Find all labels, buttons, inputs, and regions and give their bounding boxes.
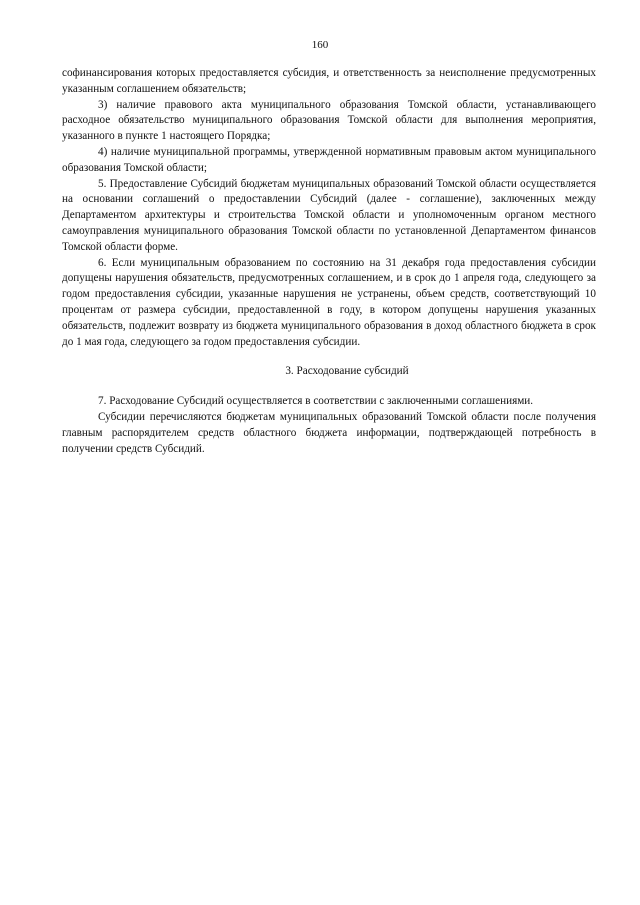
paragraph-clause-6: 6. Если муниципальным образованием по состоянию на 31 декабря года предоставления субсидии допущены нарушения обязательств, предусмотренных соглашением, и в срок до 1 апреля года, следующего за годом предоставления субсидии, указанные нарушения не устранены, объем средств, соответствующий 10 процентам от размера субсидии, предоставленной в году, в котором допущены нарушения указанных обязательств, подлежит возврату из бюджета муниципального образования в доход областного бюджета в срок до 1 мая года, следующего за годом предоставления субсидии. [62,256,596,348]
paragraph-item-4: 4) наличие муниципальной программы, утвержденной нормативным правовым актом муниципального образования Томской области; [62,145,596,174]
paragraph-subsidy-transfer: Субсидии перечисляются бюджетам муниципальных образований Томской области после получения главным распорядителем средств областного бюджета информации, подтверждающей потребность в получении средств Субсидий. [62,410,596,455]
document-body [62,66,596,457]
paragraph-obligations-continuation: софинансирования которых предоставляется субсидия, и ответственность за неисполнение предусмотренных указанным соглашением обязательств; [62,67,596,95]
paragraph-clause-7: 7. Расходование Субсидий осуществляется в соответствии с заключенными соглашениями. [98,395,534,408]
page-number: 160 [311,39,329,51]
section-heading: 3. Расходование субсидий [285,365,409,378]
paragraph-item-3: 3) наличие правового акта муниципального образования Томской области, устанавливающего расходное обязательство муниципального образования Томской области для выполнения мероприятия, указанного в пункте 1 настоящего Порядка; [62,98,596,143]
paragraph-clause-5: 5. Предоставление Субсидий бюджетам муниципальных образований Томской области осуществляется на основании соглашений о предоставлении Субсидий (далее - соглашение), заключенных между Департаментом архитектуры и строительства Томской области и уполномоченным органом местного самоуправления муниципального образования Томской области по установленной Департаментом финансов Томской области форме. [62,177,596,253]
